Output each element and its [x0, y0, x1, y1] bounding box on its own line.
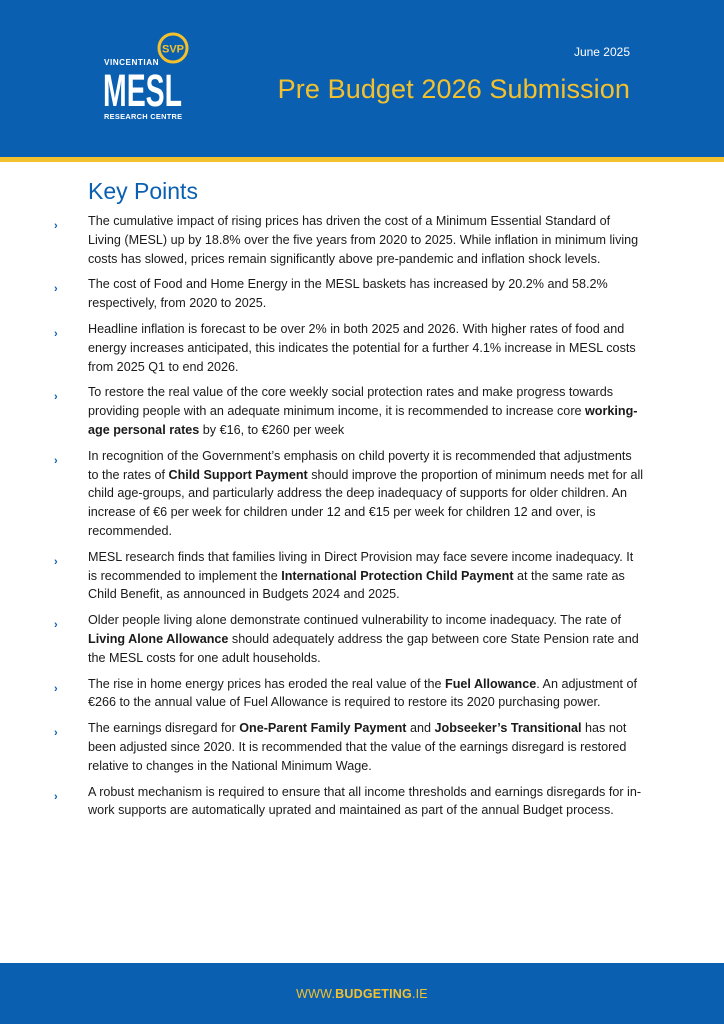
section-heading: Key Points — [88, 178, 198, 204]
website-link[interactable] — [296, 987, 428, 1001]
document-title: Pre Budget 2026 Submission — [277, 74, 630, 104]
page-header — [0, 0, 724, 157]
document-date: June 2025 — [573, 45, 630, 59]
key-point-emphasis: Child Support Payment — [168, 467, 308, 482]
key-point-text: The cost of Food and Home Energy in the MESL baskets has increased by 20.2% and 58.2% respectively, from 2020 to 2025. — [88, 277, 608, 311]
chevron-right-icon: › — [54, 682, 58, 695]
page-footer — [0, 963, 724, 1024]
website-link-suffix: .IE — [411, 987, 428, 1001]
website-link-domain: BUDGETING — [335, 987, 412, 1001]
key-point-text: In recognition of the Government’s emphasis on child poverty it is recommended that adjustments to the rates of — [88, 448, 632, 482]
chevron-right-icon: › — [54, 220, 58, 232]
key-point-item — [54, 275, 644, 313]
key-point-text: The earnings disregard for — [88, 721, 240, 736]
chevron-right-icon: › — [54, 619, 58, 632]
key-point-emphasis: One-Parent Family Payment — [239, 721, 407, 736]
chevron-right-icon: › — [54, 790, 58, 803]
logo-bottom-text: RESEARCH CENTRE — [104, 112, 183, 121]
key-point-emphasis: working-age personal rates — [88, 404, 638, 437]
key-point-emphasis: Living Alone Allowance — [88, 631, 229, 646]
key-point-item — [54, 383, 644, 439]
key-point-text: A robust mechanism is required to ensure that all income thresholds and earnings disregards for in-work supports are automatically uprated and maintained as part of the annual Budget process. — [88, 784, 642, 818]
key-point-text: The cumulative impact of rising prices has driven the cost of a Minimum Essential Standard of Living (MESL) up by 18.8% over the five years from 2020 to 2025. While inflation in minimum living costs has slowed, prices remain significantly above pre-pandemic and inflation shock levels. — [88, 214, 639, 266]
key-point-item — [54, 447, 644, 541]
key-point-text: should adequately address the gap between core State Pension rate and the MESL costs for one adult households. — [88, 631, 639, 665]
key-point-text: and — [406, 721, 435, 736]
chevron-right-icon: › — [54, 391, 58, 404]
key-point-emphasis: Jobseeker’s Transitional — [434, 721, 582, 736]
svp-badge-text: SVP — [161, 43, 185, 56]
chevron-right-icon: › — [54, 454, 58, 467]
key-point-text: Older people living alone demonstrate continued vulnerability to income inadequacy. The rate of — [88, 613, 621, 628]
chevron-right-icon: › — [54, 555, 58, 568]
website-link-prefix: WWW. — [296, 987, 336, 1001]
logo-main-text: MESL — [103, 65, 182, 116]
key-points-list — [54, 212, 644, 827]
key-point-item — [54, 548, 644, 604]
vincentian-mesl-logo — [100, 32, 190, 124]
key-point-text: MESL research finds that families living in Direct Provision may face severe income inadequacy. It is recommended to implement the — [88, 549, 634, 583]
key-point-item — [54, 783, 644, 821]
key-point-text: To restore the real value of the core weekly social protection rates and make progress towards providing people with an adequate minimum income, it is recommended to increase core — [88, 385, 614, 419]
key-point-text: should improve the proportion of minimum needs met for all child age-groups, and particularly address the deep inadequacy of supports for older children. An increase of €6 per week for children under 12 and €15 per week for children 12 and over, is recommended. — [88, 467, 644, 538]
key-point-item — [54, 675, 644, 713]
chevron-right-icon: › — [54, 283, 58, 296]
header-accent-stripe — [0, 157, 724, 162]
key-point-text: by €16, to €260 per week — [199, 422, 345, 437]
key-point-item — [54, 611, 644, 667]
key-point-emphasis: International Protection Child Payment — [281, 568, 514, 583]
key-point-item — [54, 212, 644, 268]
key-point-text: . An adjustment of €266 to the annual value of Fuel Allowance is required to restore its 2020 purchasing power. — [88, 676, 638, 710]
key-point-text: at the same rate as Child Benefit, as announced in Budgets 2024 and 2025. — [88, 568, 625, 602]
chevron-right-icon: › — [54, 727, 58, 740]
key-point-item — [54, 320, 644, 376]
chevron-right-icon: › — [54, 327, 58, 340]
key-point-item — [54, 719, 644, 775]
key-point-text: The rise in home energy prices has eroded the real value of the — [88, 676, 446, 691]
key-point-text: has not been adjusted since 2020. It is recommended that the value of the earnings disregard is restored relative to changes in the National Minimum Wage. — [88, 721, 627, 773]
key-point-text: Headline inflation is forecast to be over 2% in both 2025 and 2026. With higher rates of food and energy increases anticipated, this indicates the potential for a further 4.1% increase in MESL costs from 2025 Q1 to end 2026. — [88, 321, 636, 374]
logo-top-text: VINCENTIAN — [104, 58, 160, 67]
key-point-emphasis: Fuel Allowance — [445, 676, 537, 691]
